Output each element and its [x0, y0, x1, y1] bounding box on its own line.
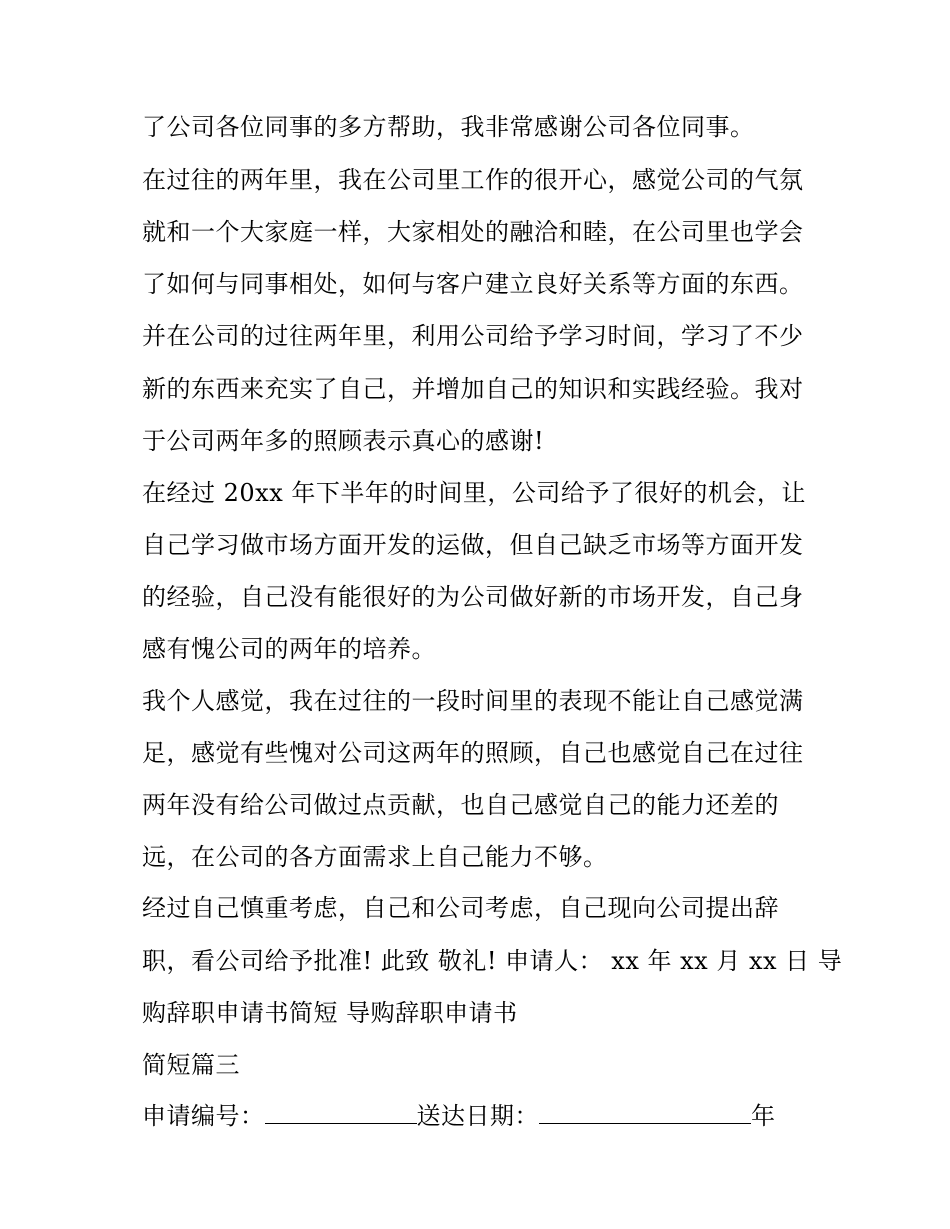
text-line: 就和一个大家庭一样，大家相处的融洽和睦，在公司里也学会	[142, 218, 804, 246]
text-line: 在过往的两年里，我在公司里工作的很开心，感觉公司的气氛	[142, 166, 804, 194]
application-number-blank[interactable]	[265, 1101, 417, 1124]
text-line: 远，在公司的各方面需求上自己能力不够。	[142, 843, 608, 871]
section-heading: 简短篇三	[142, 1051, 240, 1079]
text-line: 购辞职申请书简短 导购辞职申请书	[142, 999, 518, 1027]
text-line: 新的东西来充实了自己，并增加自己的知识和实践经验。我对	[142, 375, 804, 403]
year-label: 年	[751, 1102, 776, 1130]
delivery-date-blank[interactable]	[539, 1101, 751, 1124]
text-line: 在经过 20xx 年下半年的时间里，公司给予了很好的机会，让	[142, 479, 806, 507]
text-line: 并在公司的过往两年里，利用公司给予学习时间，学习了不少	[142, 322, 804, 350]
text-line: 了如何与同事相处，如何与客户建立良好关系等方面的东西。	[142, 270, 804, 298]
text-line: 了公司各位同事的多方帮助，我非常感谢公司各位同事。	[142, 113, 755, 141]
delivery-date-label: 送达日期：	[416, 1102, 539, 1130]
application-number-label: 申请编号：	[142, 1102, 265, 1130]
text-line: 职，看公司给予批准! 此致 敬礼! 申请人： xx 年 xx 月 xx 日 导	[142, 947, 843, 975]
text-line: 足，感觉有些愧对公司这两年的照顾，自己也感觉自己在过往	[142, 739, 804, 767]
text-line: 于公司两年多的照顾表示真心的感谢!	[142, 427, 545, 455]
form-line	[142, 1101, 776, 1131]
text-line: 两年没有给公司做过点贡献，也自己感觉自己的能力还差的	[142, 791, 779, 819]
text-line: 我个人感觉，我在过往的一段时间里的表现不能让自己感觉满	[142, 687, 804, 715]
text-line: 经过自己慎重考虑，自己和公司考虑，自己现向公司提出辞	[142, 894, 779, 922]
text-line: 感有愧公司的两年的培养。	[142, 635, 436, 663]
text-line: 自己学习做市场方面开发的运做，但自己缺乏市场等方面开发	[142, 531, 804, 559]
text-line: 的经验，自己没有能很好的为公司做好新的市场开发，自己身	[142, 583, 804, 611]
